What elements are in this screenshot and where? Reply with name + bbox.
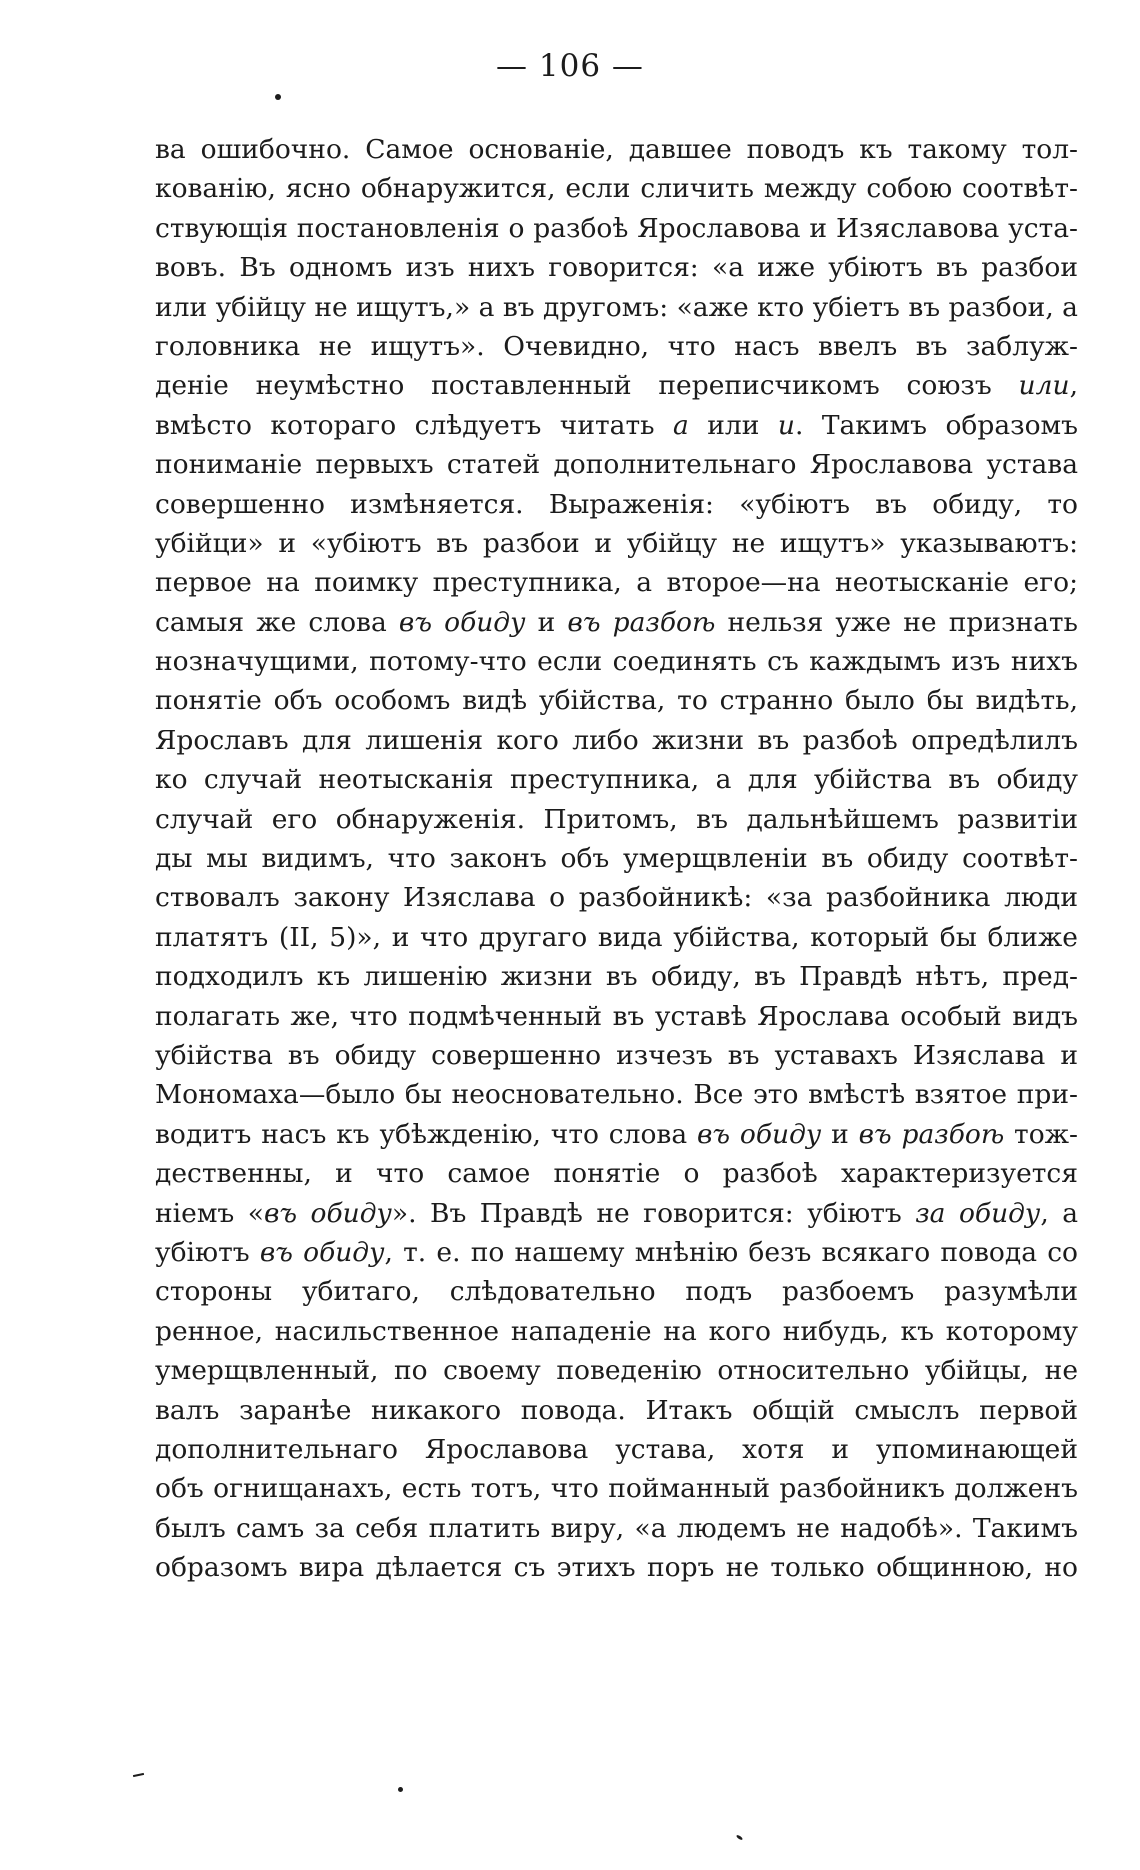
italic-text: и bbox=[777, 409, 795, 441]
text-segment: ствовалъ закону Изяслава о разбойникѣ: «за разбойника люди bbox=[155, 882, 1078, 914]
text-segment: ніемъ « bbox=[155, 1197, 264, 1229]
italic-text: въ разбоѣ bbox=[858, 1118, 1005, 1150]
text-line bbox=[155, 721, 1078, 760]
text-line bbox=[155, 839, 1078, 878]
text-line bbox=[155, 642, 1078, 681]
text-line bbox=[155, 366, 1078, 405]
text-segment: дополнительнаго Ярославова устава, хотя и упоминающей bbox=[155, 1433, 1078, 1465]
text-segment: , а bbox=[1040, 1197, 1078, 1229]
text-segment: пониманіе первыхъ статей дополнительнаго Ярославова устава bbox=[155, 449, 1078, 481]
text-segment: объ огнищанахъ, есть тотъ, что пойманный разбойникъ долженъ bbox=[155, 1473, 1078, 1505]
text-line bbox=[155, 327, 1078, 366]
text-segment: ». Въ Правдѣ не говорится: убіютъ bbox=[391, 1197, 916, 1229]
italic-text: въ обиду bbox=[263, 1197, 392, 1229]
text-segment: полагать же, что подмѣченный въ уставѣ Ярослава особый видъ bbox=[155, 1000, 1078, 1032]
text-segment: , bbox=[1069, 370, 1078, 402]
text-segment: умерщвленный, по своему поведенію относительно убійцы, не bbox=[155, 1355, 1078, 1387]
text-segment: платятъ (II, 5)», и что другаго вида убійства, который бы ближе bbox=[155, 921, 1078, 953]
text-line bbox=[155, 1391, 1078, 1430]
text-line bbox=[155, 681, 1078, 720]
text-segment: тож- bbox=[1004, 1118, 1078, 1150]
text-line bbox=[155, 248, 1078, 287]
text-segment: . Такимъ образомъ bbox=[794, 409, 1078, 441]
text-segment: случай его обнаруженія. Притомъ, въ дальнѣйшемъ развитіи bbox=[155, 803, 1078, 835]
italic-text: или bbox=[1018, 370, 1070, 402]
text-line bbox=[155, 209, 1078, 248]
text-segment: вмѣсто котораго слѣдуетъ читать bbox=[155, 409, 673, 441]
text-line bbox=[155, 1312, 1078, 1351]
text-line bbox=[155, 563, 1078, 602]
text-segment: ва ошибочно. Самое основаніе, давшее поводъ къ такому тол- bbox=[155, 134, 1078, 165]
text-segment: ствующія постановленія о разбоѣ Ярославова и Изяславова уста- bbox=[155, 212, 1078, 244]
text-line bbox=[155, 878, 1078, 917]
text-segment: или bbox=[688, 409, 778, 441]
text-segment: Мономаха—было бы неосновательно. Все это вмѣстѣ взятое при- bbox=[155, 1079, 1078, 1111]
text-line bbox=[155, 130, 1078, 169]
text-segment: и bbox=[821, 1118, 859, 1150]
text-segment: первое на поимку преступника, а второе—на неотысканіе его; bbox=[155, 567, 1078, 599]
text-segment: Ярославъ для лишенія кого либо жизни въ разбоѣ опредѣлилъ bbox=[155, 724, 1078, 756]
text-line bbox=[155, 760, 1078, 799]
ink-speck bbox=[398, 1787, 403, 1792]
page-number: — 106 — bbox=[496, 48, 644, 84]
text-line bbox=[155, 957, 1078, 996]
ink-speck bbox=[736, 1834, 743, 1840]
text-segment: убійства въ обиду совершенно изчезъ въ уставахъ Изяслава и bbox=[155, 1039, 1078, 1071]
text-segment: кованію, ясно обнаружится, если сличить между собою соотвѣт- bbox=[155, 173, 1078, 205]
text-segment: самыя же слова bbox=[155, 606, 399, 638]
text-segment: подходилъ къ лишенію жизни въ обиду, въ Правдѣ нѣтъ, пред- bbox=[155, 961, 1078, 993]
text-segment: валъ заранѣе никакого повода. Итакъ общій смыслъ первой bbox=[155, 1394, 1078, 1426]
text-segment: нельзя уже не признать bbox=[727, 606, 1078, 638]
text-line bbox=[155, 800, 1078, 839]
text-line bbox=[155, 1036, 1078, 1075]
text-segment: деніе неумѣстно поставленный переписчикомъ союзъ bbox=[155, 370, 1019, 402]
text-line bbox=[155, 1469, 1078, 1508]
text-segment: ко случай неотысканія преступника, а для убійства въ обиду bbox=[155, 764, 1078, 796]
text-line bbox=[155, 1194, 1078, 1233]
text-segment: понятіе объ особомъ видѣ убійства, то странно было бы видѣть, bbox=[155, 685, 1078, 717]
text-segment: или убійцу не ищутъ,» а въ другомъ: «аже кто убіетъ въ разбои, а bbox=[155, 291, 1078, 323]
text-segment: , т. е. по нашему мнѣнію безъ всякаго повода со bbox=[384, 1236, 1078, 1268]
text-segment: водитъ насъ къ убѣжденію, что слова bbox=[155, 1118, 697, 1150]
text-line bbox=[155, 1075, 1078, 1114]
italic-text: въ обиду bbox=[259, 1236, 385, 1268]
text-segment: вовъ. Въ одномъ изъ нихъ говорится: «а иже убіютъ въ разбои bbox=[155, 252, 1078, 284]
text-segment: ренное, насильственное нападеніе на кого нибудь, къ которому bbox=[155, 1315, 1078, 1347]
text-line bbox=[155, 1272, 1078, 1311]
text-line bbox=[155, 1548, 1078, 1587]
text-segment: образомъ вира дѣлается съ этихъ поръ не только общинною, но bbox=[155, 1552, 1078, 1584]
text-segment: былъ самъ за себя платить виру, «а людемъ не надобѣ». Такимъ bbox=[155, 1512, 1078, 1544]
italic-text: за обиду bbox=[915, 1197, 1041, 1229]
text-line bbox=[155, 1154, 1078, 1193]
text-segment: дественны, и что самое понятіе о разбоѣ характеризуется bbox=[155, 1158, 1078, 1190]
text-segment: головника не ищутъ». Очевидно, что насъ ввелъ въ заблуж- bbox=[155, 330, 1078, 362]
text-line bbox=[155, 1351, 1078, 1390]
ink-mark bbox=[133, 1773, 144, 1777]
text-segment: убіютъ bbox=[155, 1236, 260, 1268]
text-segment: нозначущими, потому-что если соединять съ каждымъ изъ нихъ bbox=[155, 646, 1078, 678]
text-line bbox=[155, 524, 1078, 563]
text-segment: стороны убитаго, слѣдовательно подъ разбоемъ разумѣли bbox=[155, 1276, 1078, 1308]
text-line bbox=[155, 1430, 1078, 1469]
body-text bbox=[155, 130, 1078, 1587]
text-line bbox=[155, 1509, 1078, 1548]
text-line bbox=[155, 406, 1078, 445]
text-segment: совершенно измѣняется. Выраженія: «убіютъ въ обиду, то bbox=[155, 488, 1078, 520]
ink-speck bbox=[275, 94, 281, 100]
text-line bbox=[155, 288, 1078, 327]
italic-text: въ разбоѣ bbox=[567, 606, 716, 638]
italic-text: въ обиду bbox=[398, 606, 526, 638]
text-line bbox=[155, 603, 1078, 642]
italic-text: въ обиду bbox=[696, 1118, 822, 1150]
text-line bbox=[155, 918, 1078, 957]
text-line bbox=[155, 169, 1078, 208]
text-line bbox=[155, 1233, 1078, 1272]
text-line bbox=[155, 485, 1078, 524]
text-segment: убійци» и «убіютъ въ разбои и убійцу не ищутъ» указываютъ: bbox=[155, 527, 1078, 559]
text-segment: и bbox=[525, 606, 568, 638]
italic-text: а bbox=[673, 409, 689, 441]
text-line bbox=[155, 445, 1078, 484]
text-line bbox=[155, 1115, 1078, 1154]
text-segment: ды мы видимъ, что законъ объ умерщвленіи въ обиду соотвѣт- bbox=[155, 843, 1078, 875]
text-line bbox=[155, 997, 1078, 1036]
